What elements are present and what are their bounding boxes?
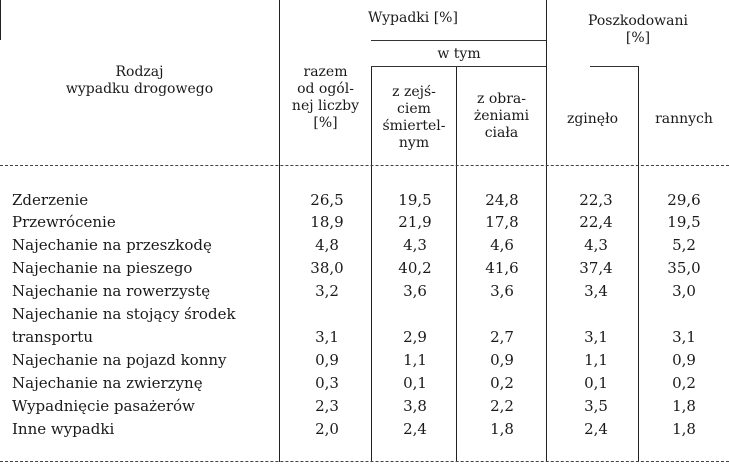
- cell-zginelo: 3,4: [584, 282, 608, 300]
- table-row: [0, 374, 729, 397]
- cell-razem: 18,9: [310, 213, 344, 231]
- header-smiertelnym-l4: nym: [398, 135, 430, 151]
- cell-rannych: 0,9: [672, 351, 696, 369]
- cell-zginelo: 37,4: [579, 259, 613, 277]
- cell-rannych: 1,8: [672, 420, 696, 438]
- header-poszkodowani-title: Poszkodowani: [588, 13, 688, 29]
- table-row: [0, 305, 729, 328]
- cell-smiertelnym: 19,5: [398, 191, 432, 209]
- header-smiertelnym: [372, 84, 456, 152]
- cell-zginelo: 1,1: [584, 351, 608, 369]
- header-rodzaj: [0, 64, 279, 98]
- rule-under-wypadki: [371, 40, 546, 41]
- table-row: [0, 191, 729, 214]
- cell-obrazeniami: 41,6: [485, 259, 519, 277]
- cell-obrazeniami: 2,2: [490, 397, 514, 415]
- table-row: [0, 282, 729, 305]
- cell-smiertelnym: 4,3: [403, 236, 427, 254]
- header-wypadki: Wypadki [%]: [368, 10, 458, 26]
- cell-obrazeniami: 17,8: [485, 213, 519, 231]
- cell-smiertelnym: 1,1: [403, 351, 427, 369]
- cell-smiertelnym: 0,1: [403, 374, 427, 392]
- row-label: transportu: [12, 328, 93, 346]
- cell-razem: 0,9: [315, 351, 339, 369]
- rule-under-wtym: [371, 66, 546, 67]
- cell-zginelo: 22,4: [579, 213, 613, 231]
- table-row: [0, 351, 729, 374]
- row-label: Najechanie na stojący środek: [12, 305, 236, 323]
- cell-rannych: 29,6: [667, 191, 701, 209]
- cell-razem: 38,0: [310, 259, 344, 277]
- cell-razem: 3,2: [315, 282, 339, 300]
- cell-zginelo: 0,1: [584, 374, 608, 392]
- cell-smiertelnym: 21,9: [398, 213, 432, 231]
- cell-rannych: 19,5: [667, 213, 701, 231]
- header-razem-l2: od ogól-: [297, 81, 354, 97]
- header-rodzaj-line1: Rodzaj: [115, 64, 164, 80]
- rule-left: [0, 0, 1, 40]
- cell-smiertelnym: 40,2: [398, 259, 432, 277]
- header-rannych: rannych: [655, 111, 713, 127]
- cell-razem: 0,3: [315, 374, 339, 392]
- cell-obrazeniami: 24,8: [485, 191, 519, 209]
- cell-smiertelnym: 3,8: [403, 397, 427, 415]
- row-label: Najechanie na zwierzynę: [12, 374, 203, 392]
- row-label: Wypadnięcie pasażerów: [12, 397, 195, 415]
- cell-smiertelnym: 2,4: [403, 420, 427, 438]
- cell-obrazeniami: 3,6: [490, 282, 514, 300]
- cell-obrazeniami: 0,2: [490, 374, 514, 392]
- cell-rannych: 1,8: [672, 397, 696, 415]
- cell-zginelo: 2,4: [584, 420, 608, 438]
- cell-smiertelnym: 3,6: [403, 282, 427, 300]
- header-razem-l3: nej liczby: [291, 98, 360, 114]
- table-row: [0, 213, 729, 236]
- header-razem-l1: razem: [303, 64, 348, 80]
- header-poszkodowani: [547, 13, 729, 47]
- cell-rannych: 3,1: [672, 328, 696, 346]
- cell-rannych: 35,0: [667, 259, 701, 277]
- header-obrazeniami: [457, 91, 546, 142]
- row-label: Najechanie na pojazd konny: [12, 351, 227, 369]
- cell-rannych: 5,2: [672, 236, 696, 254]
- header-smiertelnym-l2: ciem: [397, 101, 431, 117]
- header-razem-l4: [%]: [313, 115, 338, 131]
- header-obrazeniami-l1: z obra-: [477, 91, 526, 107]
- rule-under-poszkodowani: [590, 66, 638, 67]
- header-razem: [280, 64, 371, 132]
- row-label: Najechanie na rowerzystę: [12, 282, 211, 300]
- cell-razem: 26,5: [310, 191, 344, 209]
- rule-table-bottom: [0, 461, 729, 462]
- header-zginelo: zginęło: [566, 111, 619, 127]
- header-wtym: w tym: [437, 46, 481, 62]
- rule-header-bottom: [0, 165, 729, 166]
- cell-obrazeniami: 4,6: [490, 236, 514, 254]
- header-rodzaj-line2: wypadku drogowego: [65, 81, 214, 97]
- header-smiertelnym-l3: śmiertel-: [382, 118, 446, 134]
- header-obrazeniami-l2: żeniami: [473, 108, 530, 124]
- cell-zginelo: 22,3: [579, 191, 613, 209]
- row-label: Inne wypadki: [12, 420, 115, 438]
- cell-obrazeniami: 1,8: [490, 420, 514, 438]
- cell-smiertelnym: 2,9: [403, 328, 427, 346]
- table-row: [0, 420, 729, 443]
- cell-razem: 2,0: [315, 420, 339, 438]
- row-label: Przewrócenie: [12, 213, 116, 231]
- row-label: Najechanie na pieszego: [12, 259, 193, 277]
- header-obrazeniami-l3: ciała: [484, 125, 519, 141]
- row-label: Najechanie na przeszkodę: [12, 236, 212, 254]
- cell-rannych: 3,0: [672, 282, 696, 300]
- header-poszkodowani-unit: [%]: [625, 30, 651, 46]
- cell-razem: 3,1: [315, 328, 339, 346]
- cell-rannych: 0,2: [672, 374, 696, 392]
- cell-obrazeniami: 0,9: [490, 351, 514, 369]
- row-label: Zderzenie: [12, 191, 89, 209]
- cell-zginelo: 4,3: [584, 236, 608, 254]
- table-row: [0, 328, 729, 351]
- cell-razem: 4,8: [315, 236, 339, 254]
- cell-razem: 2,3: [315, 397, 339, 415]
- cell-obrazeniami: 2,7: [490, 328, 514, 346]
- cell-zginelo: 3,5: [584, 397, 608, 415]
- table-row: [0, 259, 729, 282]
- table-row: [0, 397, 729, 420]
- table-row: [0, 236, 729, 259]
- cell-zginelo: 3,1: [584, 328, 608, 346]
- header-smiertelnym-l1: z zejś-: [392, 84, 436, 100]
